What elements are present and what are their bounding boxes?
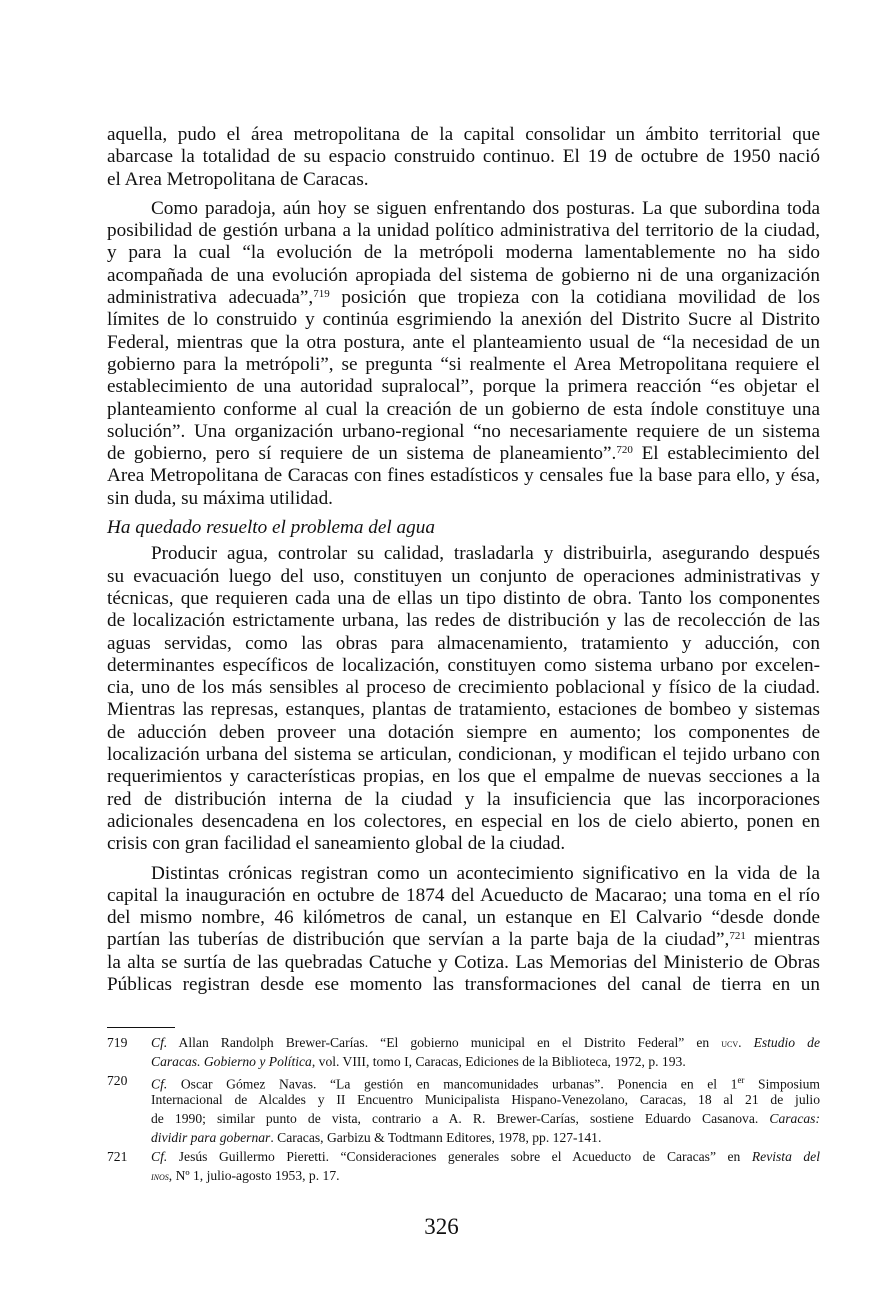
text-line: Públicas registran desde ese momento las transformaciones del canal de tierra en un — [107, 973, 820, 995]
text-line: cia, uno de los más sensibles al proceso de crecimiento poblacional y físico de la ciudad. — [107, 677, 820, 699]
text-line: adicionales desencadena en los colectores, en especial en los de cielo abierto, ponen en — [107, 810, 820, 832]
text-line: acompañada de una evolución apropiada del sistema de gobierno ni de una organización — [107, 264, 820, 286]
footnote-ref-720[interactable]: 720 — [616, 444, 633, 457]
text-segment: Caracas. Gobierno y Política — [151, 1054, 312, 1069]
text-segment: Revista del — [751, 1149, 820, 1164]
text-line: Distintas crónicas registran como un acontecimiento significativo en la vida de la — [151, 862, 820, 884]
text-segment: Simposium — [744, 1076, 820, 1092]
text-line — [107, 929, 820, 951]
text-line: técnicas, que requieren cada una de ellas un tipo distinto de obra. Tanto los componentes — [107, 587, 820, 609]
text-segment: de 1990; similar punto de vista, contrario a A. R. Brewer-Carías, sostiene Eduardo Casanova. — [151, 1111, 770, 1126]
section-heading: Ha quedado resuelto el problema del agua — [107, 517, 435, 539]
text-line: aquella, pudo el área metropolitana de la capital consolidar un ámbito territorial que — [107, 124, 820, 145]
footnotes — [107, 1033, 820, 1185]
text-line: límites de lo construido y continúa esgrimiendo la anexión del Distrito Sucre al Distrito — [107, 309, 820, 331]
footnote-ref-719[interactable]: 719 — [313, 288, 330, 301]
text-line: red de distribución interna de la ciudad y la insuficiencia que las incorporaciones — [107, 788, 820, 810]
text-line: requerimientos y características propias, en los que el empalme de nuevas secciones a la — [107, 766, 820, 788]
text-line: gobierno para la metrópoli”, se pregunta “si realmente el Area Metropolitana requiere el — [107, 353, 820, 375]
text-segment: Jesús Guillermo Pieretti. “Consideraciones generales sobre el Acueducto de Caracas” en — [167, 1149, 752, 1164]
text-line: del mismo nombre, 46 kilómetros de canal, un estanque en El Calvario “desde donde — [107, 907, 820, 929]
paragraph-1 — [107, 124, 820, 191]
text-segment: El establecimiento del — [632, 443, 821, 465]
footnote-720 — [107, 1071, 820, 1147]
text-line — [107, 443, 820, 465]
paragraph-2 — [107, 198, 820, 510]
text-line: Federal, mientras que la otra postura, ante el planteamiento usual de “la necesidad de un — [107, 331, 820, 353]
text-segment: Caracas: — [769, 1111, 820, 1126]
text-line: de aducción deben proveer una dotación siempre en aumento; los componentes de — [107, 721, 820, 743]
cf-abbrev: Cf. — [151, 1035, 168, 1050]
text-line — [107, 287, 820, 309]
paragraph-3 — [107, 543, 820, 855]
text-segment: posición que tropieza con la cotidiana movilidad de los — [329, 287, 820, 309]
footnote-line — [151, 1109, 820, 1128]
text-segment: . — [738, 1035, 754, 1050]
page-body — [107, 124, 820, 1003]
text-line: sin duda, su máxima utilidad. — [107, 487, 333, 509]
footnote-number: 721 — [107, 1149, 128, 1164]
text-line: posibilidad de gestión urbana a la unidad político administrativa del territorio de la ciudad, — [107, 220, 820, 242]
footnote-number: 720 — [107, 1073, 128, 1088]
text-line: solución”. Una organización urbano-regional “no necesariamente requiere de un sistema — [107, 420, 820, 442]
text-segment: Allan Randolph Brewer-Carías. “El gobierno municipal en el Distrito Federal” en — [167, 1035, 722, 1050]
text-line: Como paradoja, aún hoy se siguen enfrentando dos posturas. La que subordina toda — [151, 197, 820, 219]
text-line: Area Metropolitana de Caracas con fines estadísticos y censales fue la base para ello, y ésa, — [107, 465, 820, 487]
text-line: Producir agua, controlar su calidad, trasladarla y distribuirla, asegurando después — [151, 543, 820, 565]
text-line: localización urbana del sistema se articulan, condicionan, y modifican el tejido urbano con — [107, 744, 820, 766]
text-line: establecimiento de una autoridad supralocal”, porque la primera reacción “es objetar el — [107, 376, 820, 398]
footnote-ref-721[interactable]: 721 — [729, 930, 746, 943]
footnote-721 — [107, 1147, 820, 1185]
footnote-line — [151, 1052, 820, 1071]
text-segment: . Caracas, Garbizu & Todtmann Editores, 1978, pp. 127-141. — [270, 1130, 602, 1145]
footnote-number: 719 — [107, 1035, 128, 1050]
footnote-line — [151, 1033, 820, 1052]
text-segment: partían las tuberías de distribución que servían a la parte baja de la ciudad”, — [107, 929, 730, 951]
text-segment: inos — [151, 1169, 169, 1183]
text-line: Mientras las represas, estanques, plantas de tratamiento, estaciones de bombeo y sistemas — [107, 699, 820, 721]
text-line: su evacuación luego del uso, constituyen un conjunto de operaciones administrativas y — [107, 565, 820, 587]
text-segment: Estudio de — [753, 1035, 820, 1050]
text-line: determinantes específicos de localización, constituyen como sistema urbano por excelen- — [107, 654, 820, 676]
text-segment: er — [737, 1075, 745, 1085]
footnote-text — [151, 1033, 820, 1071]
text-line: la alta se surtía de las quebradas Catuche y Cotiza. Las Memorias del Ministerio de Obras — [107, 951, 820, 973]
text-line: planteamiento conforme al cual la creación de un gobierno de esta índole constituye una — [107, 398, 820, 420]
text-segment: administrativa adecuada”, — [107, 287, 314, 309]
text-segment: dividir para gobernar — [151, 1130, 271, 1145]
footnote-line — [151, 1147, 820, 1166]
text-line: aguas servidas, como las obras para almacenamiento, tratamiento y aducción, con — [107, 632, 820, 654]
cf-abbrev: Cf. — [151, 1076, 168, 1092]
cf-abbrev: Cf. — [151, 1149, 168, 1164]
footnote-line — [151, 1166, 820, 1185]
text-line: el Area Metropolitana de Caracas. — [107, 168, 369, 190]
page-number: 326 — [424, 1214, 459, 1239]
text-line: abarcase la totalidad de su espacio construido continuo. El 19 de octubre de 1950 nació — [107, 146, 820, 168]
text-segment: Oscar Gómez Navas. “La gestión en mancomunidades urbanas”. Ponencia en el 1 — [167, 1076, 738, 1092]
footnote-separator — [107, 1027, 175, 1028]
footnote-line — [151, 1071, 820, 1090]
footnote-line: Internacional de Alcaldes y II Encuentro Municipalista Hispano-Venezolano, Caracas, 18 al 21 de julio — [151, 1092, 820, 1107]
text-segment: , Nº 1, julio-agosto 1953, p. 17. — [168, 1168, 340, 1183]
footnote-719 — [107, 1033, 820, 1071]
footnote-text — [151, 1147, 820, 1185]
text-line: de localización estrictamente urbana, las redes de distribución y las de recolección de las — [107, 610, 820, 632]
text-segment: mientras — [745, 929, 820, 951]
paragraph-4 — [107, 863, 820, 997]
text-segment: ucv — [721, 1036, 739, 1050]
text-line: capital la inauguración en octubre de 1874 del Acueducto de Macarao; una toma en el río — [107, 884, 820, 906]
text-segment: , vol. VIII, tomo I, Caracas, Ediciones de la Biblioteca, 1972, p. 193. — [311, 1054, 686, 1069]
footnote-text — [151, 1071, 820, 1147]
text-line: y para la cual “la evolución de la metrópoli moderna lamentablemente no ha sido — [107, 242, 820, 264]
text-segment: de gobierno, pero sí requiere de un sistema de planeamiento”. — [107, 443, 617, 465]
text-line: crisis con gran facilidad el saneamiento global de la ciudad. — [107, 833, 566, 855]
footnote-line — [151, 1128, 820, 1147]
